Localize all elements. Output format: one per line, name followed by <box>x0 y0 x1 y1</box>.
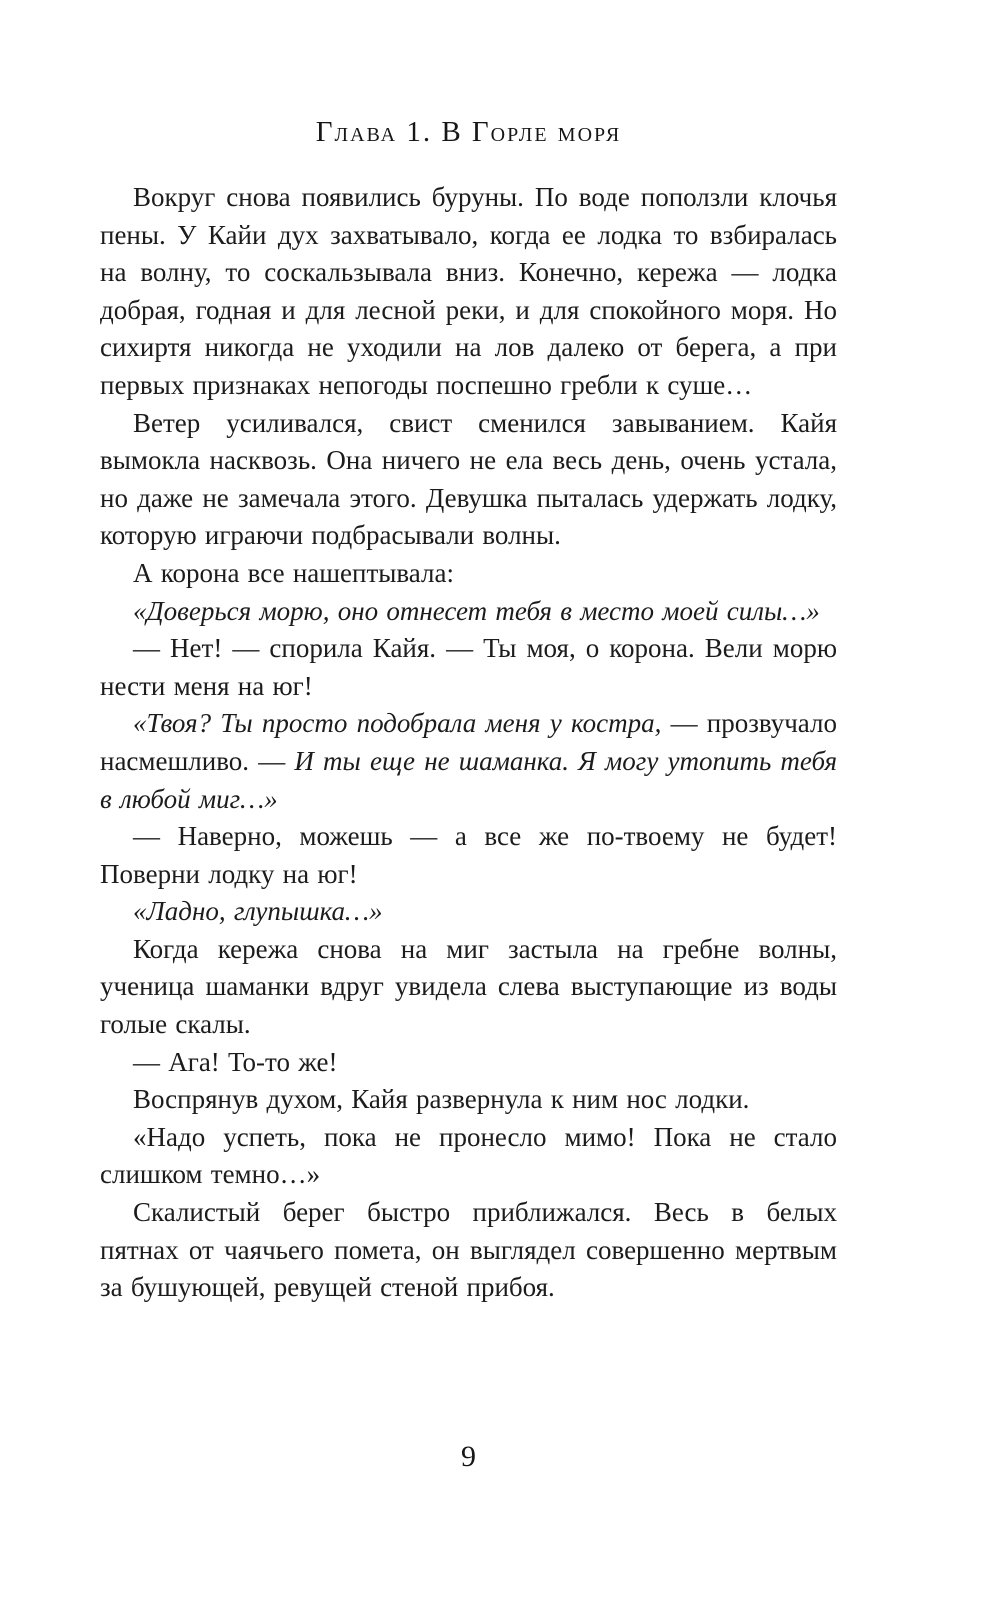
text-segment: Ветер усиливался, свист сменился завыванием. Кайя вымокла насквозь. Она ничего не ела весь день, очень устала, но даже не замечала этого. Девушка пыталась удержать лодку, которую играючи подбрасывали волны. <box>100 407 837 551</box>
text-segment: «Твоя? Ты просто подобрала меня у костра, <box>133 708 671 739</box>
page-number: 9 <box>461 1440 476 1473</box>
text-segment: — прозвучало насмешливо. — <box>100 708 837 776</box>
text-segment: Когда кережа снова на миг застыла на гребне волны, ученица шаманки вдруг увидела слева выступающие из воды голые скалы. <box>100 933 837 1040</box>
text-segment: — Ага! То-то же! <box>133 1046 338 1077</box>
text-segment: «Надо успеть, пока не пронесло мимо! Пока не стало слишком темно…» <box>100 1121 837 1190</box>
text-block <box>100 116 837 1307</box>
paragraph <box>100 179 837 405</box>
chapter-title: Глава 1. В Горле моря <box>315 116 622 148</box>
paragraph <box>100 1119 837 1194</box>
paragraph <box>100 1081 837 1119</box>
text-segment: «Доверься морю, оно отнесет тебя в место моей силы…» <box>133 595 820 626</box>
paragraph <box>100 705 837 818</box>
paragraph <box>100 893 837 931</box>
body-text <box>100 179 837 1307</box>
paragraph <box>100 1194 837 1307</box>
text-segment: А корона все нашептывала: <box>133 557 454 588</box>
text-segment: — Нет! — спорила Кайя. — Ты моя, о корона. Вели морю нести меня на юг! <box>100 633 837 701</box>
paragraph <box>100 818 837 893</box>
paragraph <box>100 630 837 705</box>
paragraph <box>100 931 837 1044</box>
text-segment: Вокруг снова появились буруны. По воде поползли клочья пены. У Кайи дух захватывало, когда ее лодка то взбиралась на волну, то соскальзывала вниз. Конечно, кережа — лодка добрая, годная и для лесной реки, и для спокойного моря. Но сихиртя никогда не уходили на лов далеко от берега, а при первых признаках непогоды поспешно гребли к суше… <box>100 182 837 400</box>
text-segment: — Наверно, можешь — а все же по-твоему не будет! Поверни лодку на юг! <box>100 821 837 889</box>
paragraph <box>100 1044 837 1082</box>
paragraph <box>100 555 837 593</box>
text-segment: И ты еще не шаманка. Я могу утопить тебя в любой миг…» <box>100 745 838 814</box>
text-segment: «Ладно, глупышка…» <box>133 896 383 927</box>
paragraph <box>100 405 837 555</box>
paragraph <box>100 593 837 631</box>
text-segment: Скалистый берег быстро приближался. Весь в белых пятнах от чаячьего помета, он выглядел совершенно мертвым за бушующей, ревущей стеной прибоя. <box>100 1197 837 1303</box>
text-segment: Воспрянув духом, Кайя развернула к ним нос лодки. <box>133 1084 750 1115</box>
